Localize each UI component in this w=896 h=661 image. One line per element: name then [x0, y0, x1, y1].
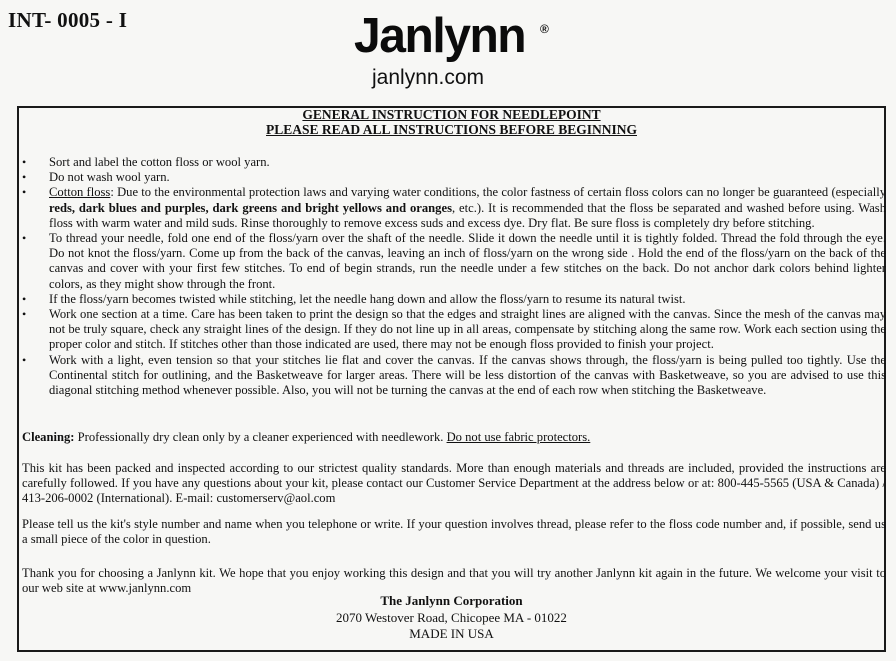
instruction-list: [22, 155, 886, 398]
item-text: Do not wash wool yarn.: [49, 170, 170, 185]
cleaning-warning: Do not use fabric protectors.: [446, 430, 591, 444]
item-text-bold: reds, dark blues and purples, dark greens and bright yellows and oranges: [49, 200, 452, 215]
corporation-name: The Janlynn Corporation: [380, 593, 523, 608]
cleaning-label: Cleaning:: [22, 430, 75, 444]
item-text: Sort and label the cotton floss or wool yarn.: [49, 155, 270, 169]
item-text: To thread your needle, fold one end of the floss/yarn over the shaft of the needle. Slide it down the needle until it is tightly folded. Thread the fold through the eye. Do not knot the floss/yarn. Come up from the back of the canvas, leaving an inch of floss/yarn on the wrong side . Hold the end of the floss/yarn on the back of the canvas and cover with your first few stitches. To end of begin strands, run the needle under a few stitches on the back. Do not anchor dark colors behind lighter colors, as they might show through the front.: [49, 231, 886, 291]
website-url: janlynn.com: [372, 66, 485, 89]
list-item: [22, 155, 886, 170]
quality-paragraph: This kit has been packed and inspected according to our strictest quality standards. More than enough materials and threads are included, provided the instructions are carefully followed. If you have any questions about your kit, please contact our Customer Service Department at the address below or at: 800-445-5565 (USA & Canada) / 413-206-0002 (International). E-mail: customerserv@aol.com: [22, 461, 886, 506]
bullet-glyph: •: [22, 307, 27, 322]
registered-mark: ®: [540, 22, 549, 36]
list-item: [22, 353, 886, 399]
bullet-glyph: •: [22, 170, 27, 185]
list-item: [22, 185, 886, 231]
item-text: If the floss/yarn becomes twisted while stitching, let the needle hang down and allow the floss/yarn to resume its natural twist.: [49, 291, 686, 306]
cleaning-text: Professionally dry clean only by a cleaner experienced with needlework.: [74, 430, 447, 444]
made-in-usa: MADE IN USA: [409, 626, 494, 641]
thank-you-paragraph: Thank you for choosing a Janlynn kit. We hope that you enjoy working this design and that you will try another Janlynn kit again in the future. We welcome your visit to our web site at www.janlynn.com: [22, 566, 886, 596]
contact-note-paragraph: Please tell us the kit's style number and name when you telephone or write. If your question involves thread, please refer to the floss code number and, if possible, send us a small piece of the color in question.: [22, 517, 886, 547]
bullet-glyph: •: [22, 155, 27, 169]
title-general-instruction: GENERAL INSTRUCTION FOR NEEDLEPOINT: [302, 107, 601, 122]
list-item: [22, 292, 886, 307]
list-item: [22, 307, 886, 353]
item-text: Work with a light, even tension so that your stitches lie flat and cover the canvas. If the canvas shows through, the floss/yarn is being pulled too tightly. Use the Continental stitch for outlining, and the Basketweave for larger areas. There will be less distortion of the canvas with Basketweave, so you are advised to use this diagonal stitching method whenever possible. Also, you will not be turning the canvas at the end of each row when stitching the Basketweave.: [49, 352, 886, 398]
list-item: [22, 231, 886, 292]
corporation-address: 2070 Westover Road, Chicopee MA - 01022: [336, 610, 567, 625]
item-text: , etc.). It is recommended that the floss be separated and washed before using. Wash floss with warm water and mild suds. Rinse thoroughly to remove excess suds and excess dye. Dry flat. Be sure floss is completely dry before stitching.: [49, 200, 886, 230]
title-read-all-instructions: PLEASE READ ALL INSTRUCTIONS BEFORE BEGINNING: [266, 122, 637, 137]
item-text: : Due to the environmental protection laws and varying water conditions, the color fastness of certain floss colors can no longer be guaranteed (especially: [110, 185, 887, 200]
janlynn-logo: Janlynn: [354, 9, 526, 63]
item-text: Work one section at a time. Care has been taken to print the design so that the edges and straight lines are aligned with the canvas. Since the mesh of the canvas may not be truly square, check any straight lines of the design. If they do not line up in all areas, compensate by stitching along the same row. Work each section using the proper color and stitch. If stitches other than those indicated are used, there may not be enough floss provided to finish your project.: [49, 307, 886, 352]
bullet-glyph: •: [22, 291, 27, 306]
bullet-glyph: •: [22, 231, 27, 246]
bullet-glyph: •: [22, 352, 27, 367]
list-item: [22, 170, 886, 185]
bullet-glyph: •: [22, 185, 27, 200]
cotton-floss-label: Cotton floss: [49, 185, 111, 200]
cleaning-paragraph: [22, 430, 886, 445]
document-code: INT- 0005 - I: [8, 8, 128, 32]
